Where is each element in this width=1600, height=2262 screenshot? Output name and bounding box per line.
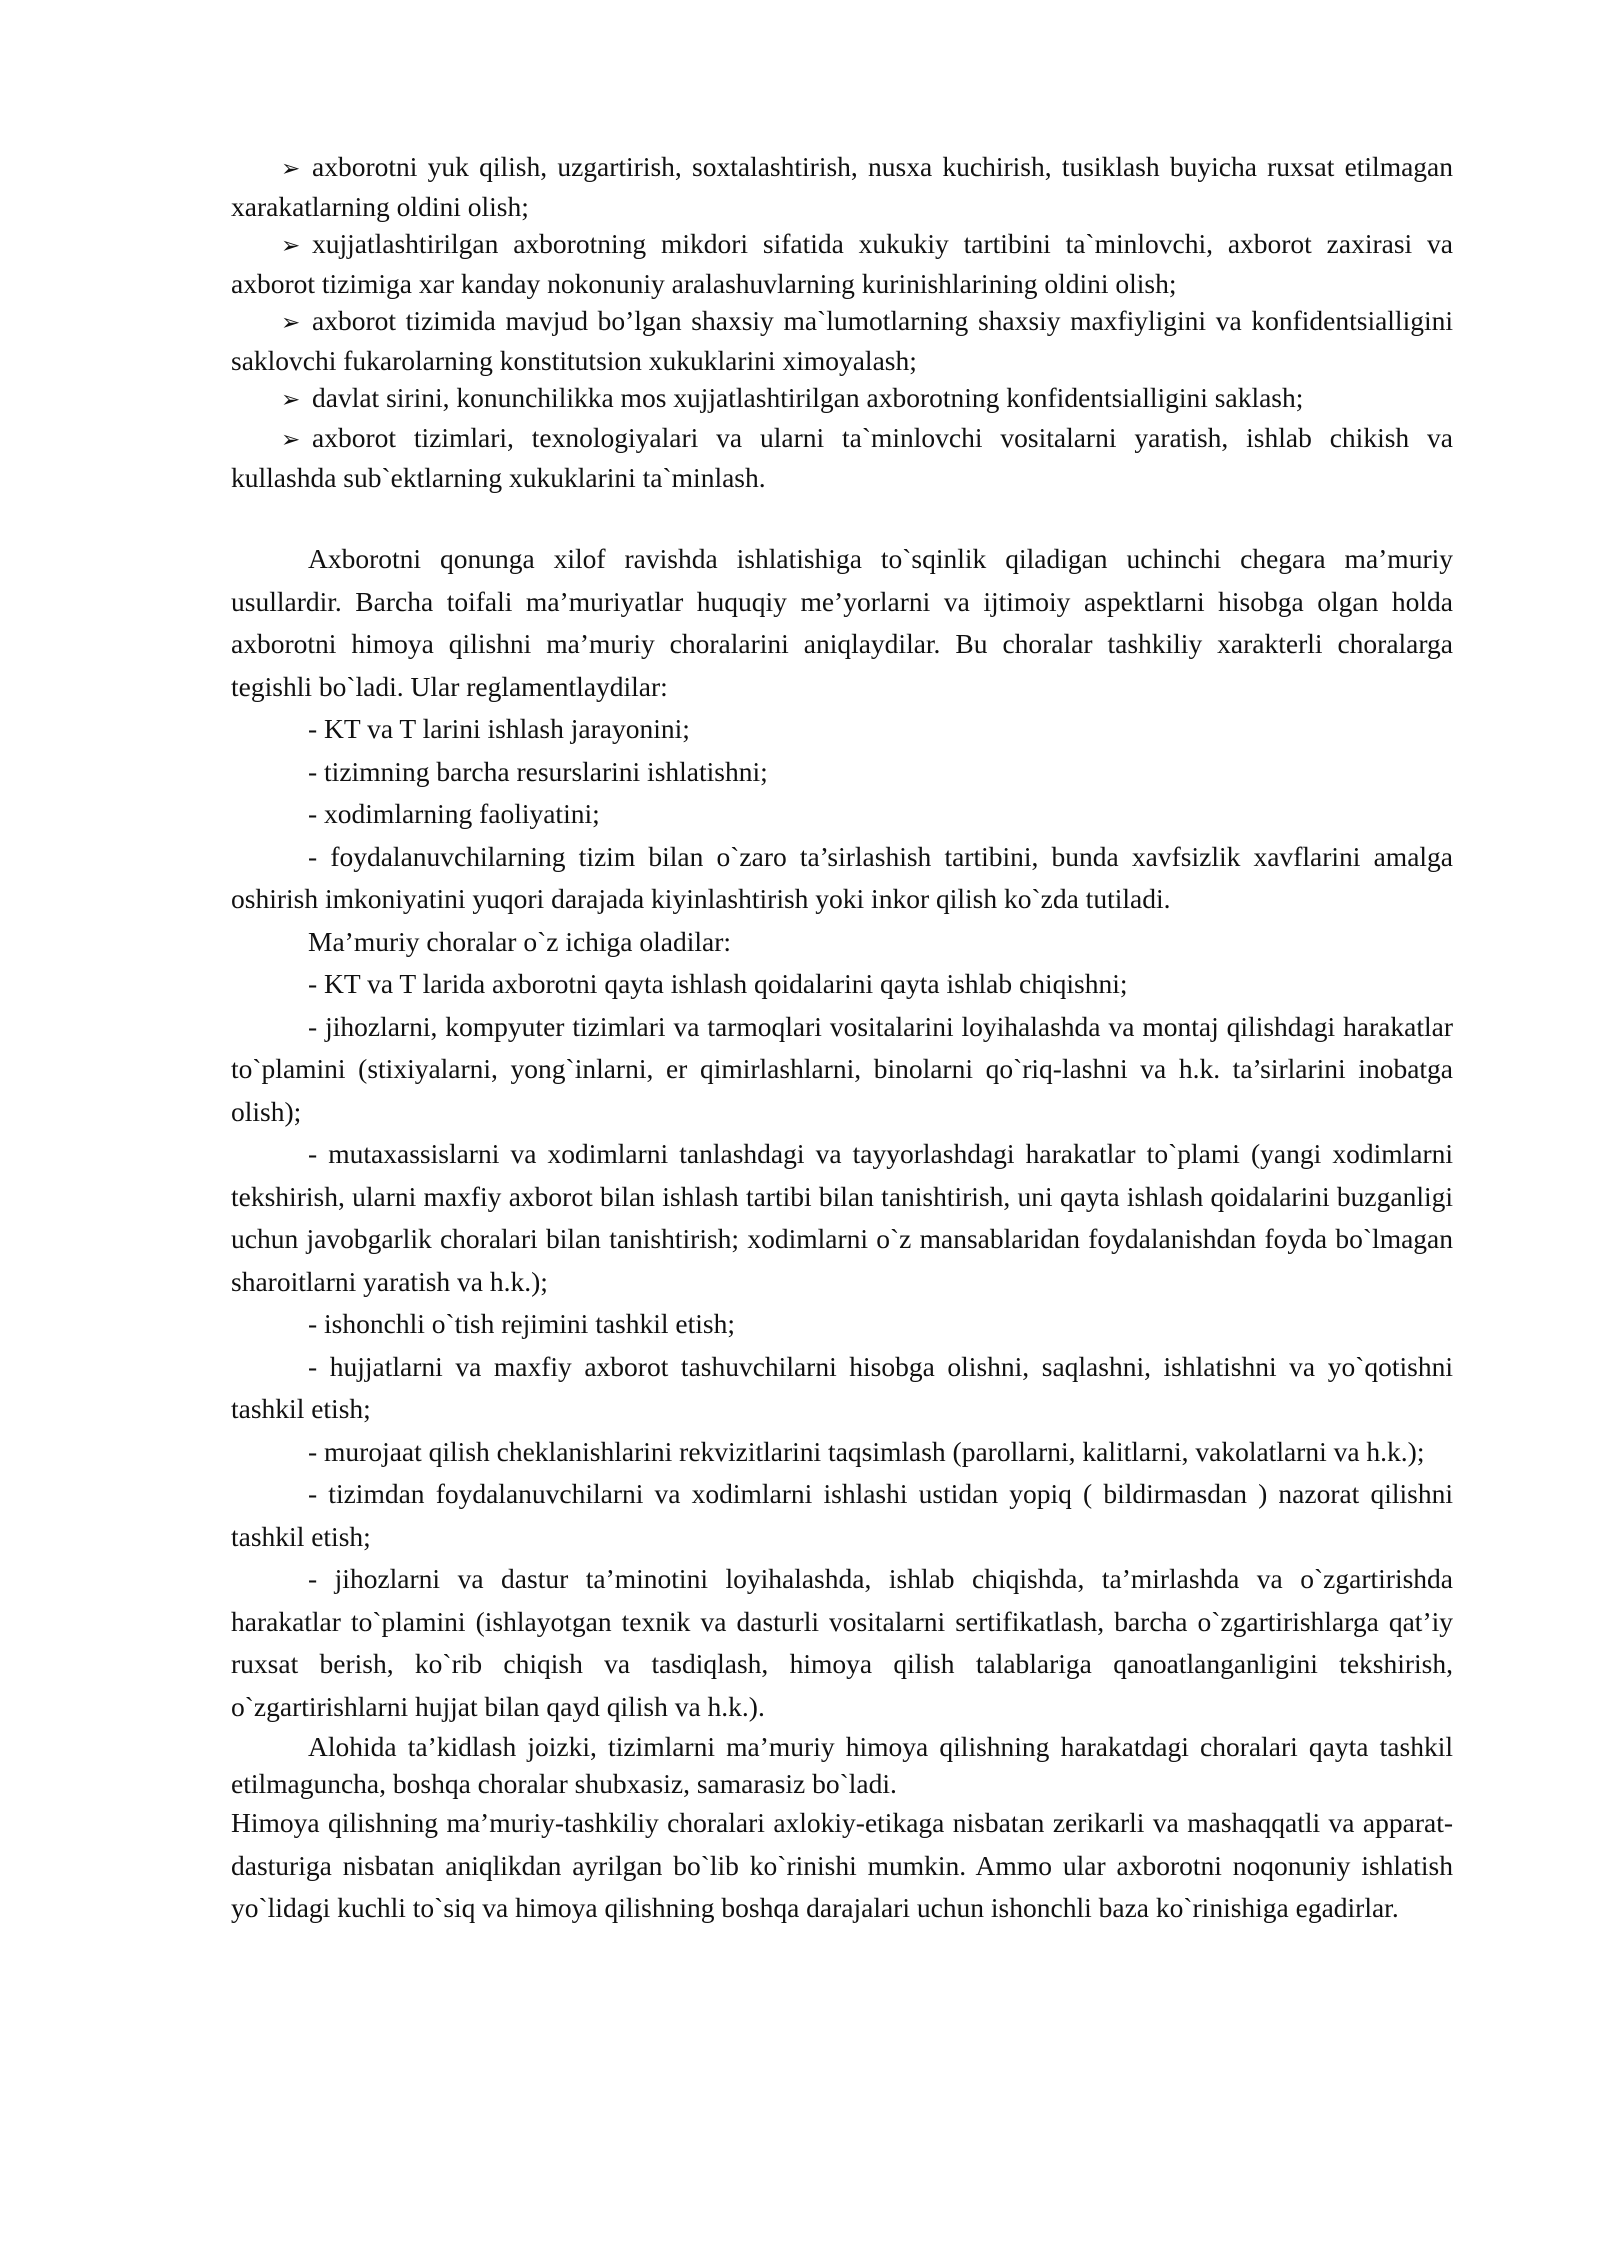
paragraph: - xodimlarning faoliyatini; (308, 798, 600, 829)
arrow-bullet-icon: ➢ (281, 233, 301, 259)
paragraph: Himoya qilishning ma’muriy-tashkiliy choralari axlokiy-etikaga nisbatan zerikarli va mashaqqatli va apparat-dasturiga nisbatan aniqlikdan ayrilgan bo`lib ko`rinishi mumkin. Ammo ular axborotni noqonuniy ishlatish yo`lidagi kuchli to`siq va himoya qilishning boshqa darajalari uchun ishonchli baza ko`rinishiga egadirlar. (231, 1807, 1453, 1923)
arrow-bullet-icon: ➢ (281, 156, 301, 182)
paragraph: - jihozlarni, kompyuter tizimlari va tarmoqlari vositalarini loyihalashda va montaj qilishdagi harakatlar to`plamini (stixiyalarni, yong`inlarni, er qimirlashlarni, binolarni qo`riq-lashni va h.k. ta’sirlarini inobatga olish); (231, 1010, 1453, 1127)
paragraph: Ma’muriy choralar o`z ichiga oladilar: (308, 925, 732, 957)
paragraph: - murojaat qilish cheklanishlarini rekvizitlarini taqsimlash (parollarni, kalitlarni, vakolatlarni va h.k.); (308, 1435, 1425, 1467)
list-item: ➢ xujjatlashtirilgan axborotning mikdori sifatida xukukiy tartibini ta`minlovchi, axborot zaxirasi va axborot tizimiga xar kanday nokonuniy aralashuvlarning kurinishlarining oldini olish; (231, 228, 1453, 299)
list-item: ➢ axborot tizimida mavjud bo’lgan shaxsiy ma`lumotlarning shaxsiy maxfiyligini va konfidentsialligini saklovchi fukarolarning konstitutsion xukuklarini ximoyalash; (231, 305, 1453, 376)
paragraph: - KT va T larida axborotni qayta ishlash qoidalarini qayta ishlab chiqishni; (308, 968, 1128, 999)
arrow-bullet-icon: ➢ (281, 387, 301, 413)
paragraph: Alohida ta’kidlash joizki, tizimlarni ma’muriy himoya qilishning harakatdagi choralari qayta tashkil etilmaguncha, boshqa choralar shubxasiz, samarasiz bo`ladi. (231, 1731, 1453, 1799)
arrow-bullet-icon: ➢ (281, 427, 301, 453)
bullet-list (231, 148, 1453, 496)
document-page (231, 148, 1453, 1930)
paragraph: - mutaxassislarni va xodimlarni tanlashdagi va tayyorlashdagi harakatlar to`plami (yangi xodimlarni tekshirish, ularni maxfiy axborot bilan ishlash tartibi bilan tanishtirish, uni qayta ishlash qoidalarini buzganligi uchun javobgarlik choralari bilan tanishtirish; xodimlarni o`z mansablaridan foydalanishdan foyda bo`lmagan sharoitlarni yaratish va h.k.); (231, 1138, 1453, 1297)
paragraph: - tizimning barcha resurslarini ishlatishni; (308, 755, 768, 787)
paragraph: - jihozlarni va dastur ta’minotini loyihalashda, ishlab chiqishda, ta’mirlashda va o`zgartirishda harakatlar to`plamini (ishlayotgan texnik va dasturli vositalarni sertifikatlash, barcha o`zgartirishlarga qat’iy ruxsat berish, ko`rib chiqish va tasdiqlash, himoya qilish talablariga qanoatlanganligini tekshirish, o`zgartirishlarni hujjat bilan qayd qilish va h.k.). (231, 1563, 1453, 1722)
arrow-bullet-icon: ➢ (281, 310, 301, 336)
list-item: ➢ davlat sirini, konunchilikka mos xujjatlashtirilgan axborotning konfidentsialligini saklash; (231, 379, 1453, 419)
paragraph: - hujjatlarni va maxfiy axborot tashuvchilarni hisobga olishni, saqlashni, ishlatishni va yo`qotishni tashkil etish; (231, 1350, 1453, 1424)
main-text (231, 538, 1453, 1728)
list-item: ➢ axborotni yuk qilish, uzgartirish, soxtalashtirish, nusxa kuchirish, tusiklash buyicha ruxsat etilmagan xarakatlarning oldini olish; (231, 151, 1453, 222)
list-item: ➢ axborot tizimlari, texnologiyalari va ularni ta`minlovchi vositalarni yaratish, ishlab chikish va kullashda sub`ektlarning xukuklarini ta`minlash. (231, 422, 1453, 493)
paragraph: - tizimdan foydalanuvchilarni va xodimlarni ishlashi ustidan yopiq ( bildirmasdan ) nazorat qilishni tashkil etish; (231, 1478, 1453, 1552)
paragraph: - KT va T larini ishlash jarayonini; (308, 713, 690, 744)
paragraph: Axborotni qonunga xilof ravishda ishlatishiga to`sqinlik qiladigan uchinchi chegara ma’muriy usullardir. Barcha toifali ma’muriyatlar huquqiy me’yorlarni va ijtimoiy aspektlarni hisobga olgan holda axborotni himoya qilishni ma’muriy choralarini aniqlaydilar. Bu choralar tashkiliy xarakterli choralarga tegishli bo`ladi. Ular reglamentlaydilar: (231, 543, 1453, 702)
paragraph: - foydalanuvchilarning tizim bilan o`zaro ta’sirlashish tartibini, bunda xavfsizlik xavflarini amalga oshirish imkoniyatini yuqori darajada kiyinlashtirish yoki inkor qilish ko`zda tutiladi. (231, 840, 1453, 914)
closing-text (231, 1728, 1453, 1930)
paragraph: - ishonchli o`tish rejimini tashkil etish; (308, 1308, 735, 1339)
